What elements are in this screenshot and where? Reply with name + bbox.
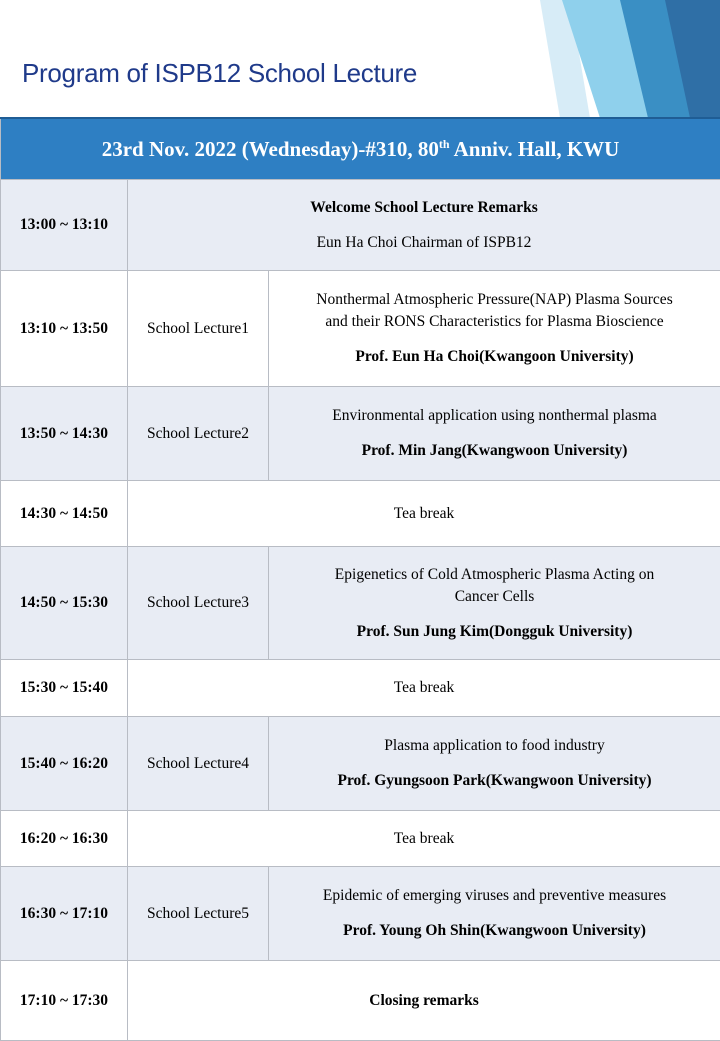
table-row	[1, 180, 720, 271]
session-cell: Epigenetics of Cold Atmospheric Plasma Acting on Cancer Cells Prof. Sun Jung Kim(Dongguk University)	[269, 547, 720, 660]
lecture-label: School Lecture4	[128, 717, 269, 811]
schedule-header: 23rd Nov. 2022 (Wednesday)-#310, 80th Anniv. Hall, KWU	[1, 118, 720, 180]
table-row	[1, 271, 720, 387]
time-cell: 15:40 ~ 16:20	[1, 717, 128, 811]
session-cell: Environmental application using nonthermal plasma Prof. Min Jang(Kwangwoon University)	[269, 387, 720, 481]
lecture-label: School Lecture2	[128, 387, 269, 481]
table-row	[1, 660, 720, 717]
session-cell: Plasma application to food industry Prof. Gyungsoon Park(Kwangwoon University)	[269, 717, 720, 811]
time-cell: 16:30 ~ 17:10	[1, 867, 128, 961]
table-row	[1, 717, 720, 811]
corner-decoration	[540, 0, 720, 118]
table-row	[1, 547, 720, 660]
break-cell: Tea break	[128, 660, 720, 717]
lecture-label: School Lecture1	[128, 271, 269, 387]
break-cell: Tea break	[128, 811, 720, 867]
closing-cell: Closing remarks	[128, 961, 720, 1041]
page-title: Program of ISPB12 School Lecture	[22, 58, 417, 89]
session-cell: Epidemic of emerging viruses and preventive measures Prof. Young Oh Shin(Kwangwoon University)	[269, 867, 720, 961]
time-cell: 14:50 ~ 15:30	[1, 547, 128, 660]
time-cell: 15:30 ~ 15:40	[1, 660, 128, 717]
session-cell: Nonthermal Atmospheric Pressure(NAP) Plasma Sources and their RONS Characteristics for Plasma Bioscience Prof. Eun Ha Choi(Kwangoon University)	[269, 271, 720, 387]
lecture-label: School Lecture3	[128, 547, 269, 660]
time-cell: 13:50 ~ 14:30	[1, 387, 128, 481]
time-cell: 14:30 ~ 14:50	[1, 481, 128, 547]
session-cell: Welcome School Lecture Remarks Eun Ha Choi Chairman of ISPB12	[128, 180, 720, 271]
time-cell: 16:20 ~ 16:30	[1, 811, 128, 867]
time-cell: 17:10 ~ 17:30	[1, 961, 128, 1041]
time-cell: 13:10 ~ 13:50	[1, 271, 128, 387]
table-row	[1, 811, 720, 867]
table-row	[1, 867, 720, 961]
table-row	[1, 387, 720, 481]
time-cell: 13:00 ~ 13:10	[1, 180, 128, 271]
table-row	[1, 481, 720, 547]
break-cell: Tea break	[128, 481, 720, 547]
lecture-label: School Lecture5	[128, 867, 269, 961]
table-row	[1, 961, 720, 1041]
schedule-table	[0, 117, 720, 1041]
